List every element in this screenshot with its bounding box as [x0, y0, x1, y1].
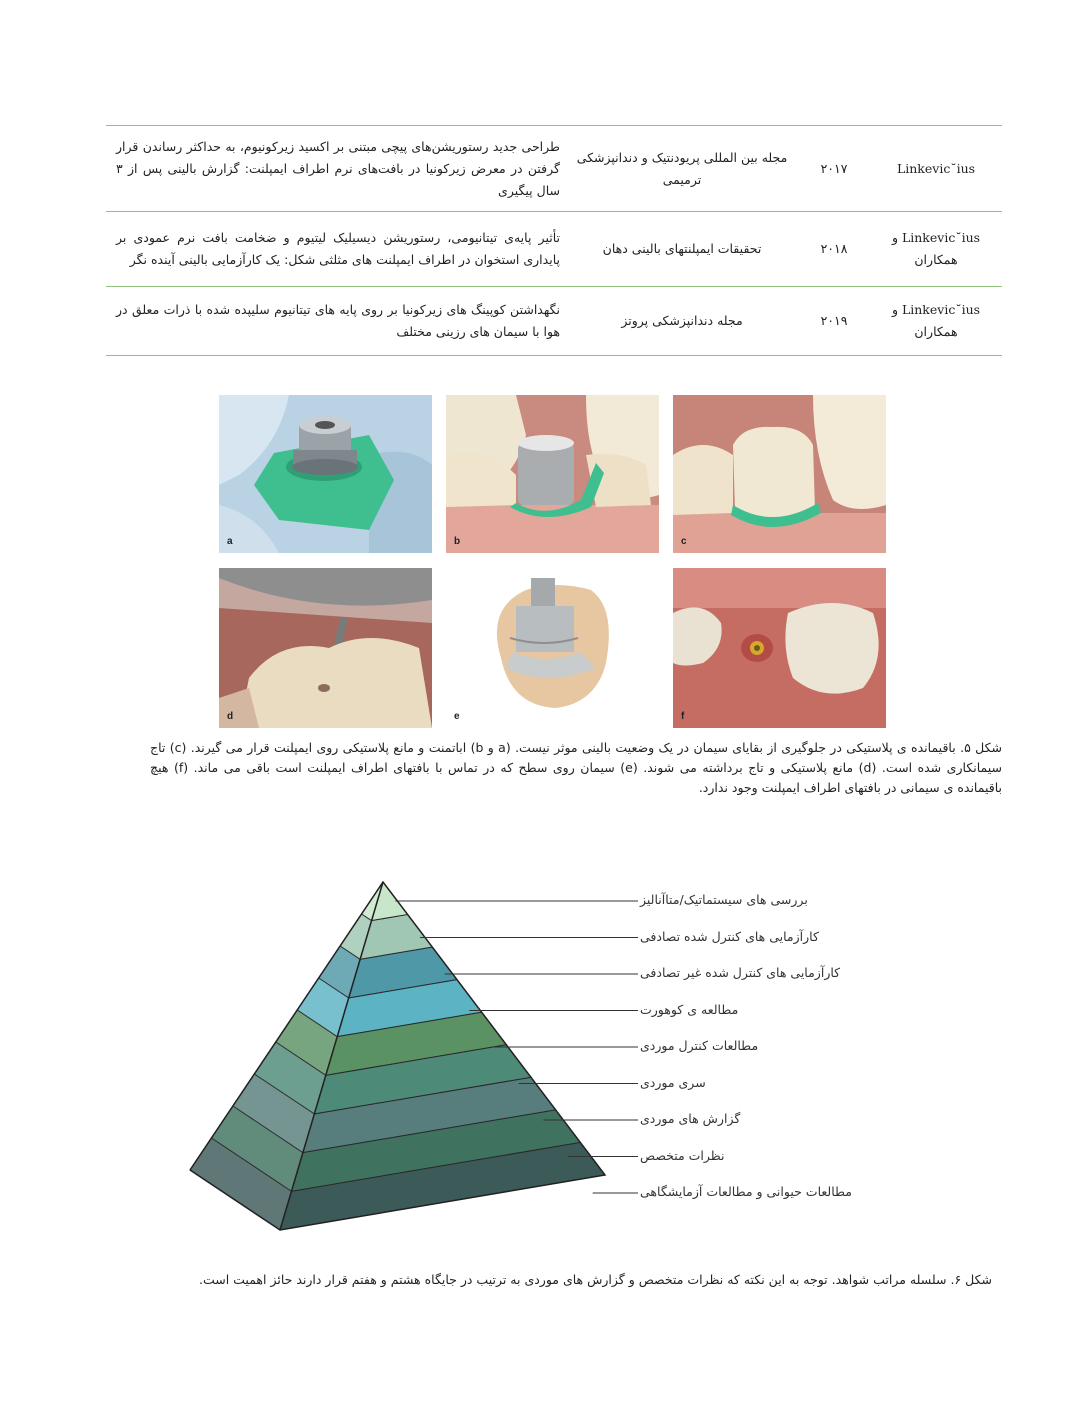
panel-label: d: [227, 711, 234, 722]
year-cell: ۲۰۱۸: [798, 212, 870, 287]
panel-label: f: [681, 711, 685, 722]
evidence-pyramid: [0, 870, 1076, 1250]
pyramid-level-label: سری موردی: [640, 1074, 706, 1090]
references-table: [106, 125, 1002, 356]
photo-panel-a: [219, 395, 432, 553]
author-cell: Linkevic˘ius و همکاران: [870, 287, 1002, 356]
pyramid-level-label: مطالعات کنترل موردی: [640, 1038, 759, 1053]
figure5-caption: شکل ۵. باقیمانده ی پلاستیکی در جلوگیری از بقایای سیمان در یک وضعیت بالینی موثر نیست. (a و b) اباتمنت و مانع پلاستیکی روی ایمپلنت قرار می گیرند. (c) تاج سیمانکاری شده است. (d) مانع پلاستیکی و تاج برداشته می شوند. (e) سیمان روی سطح که در تماس با بافتهای اطراف ایمپلنت است باقی می ماند. (f) هیچ باقیمانده ی سیمانی در بافتهای اطراف ایمپلنت وجود ندارد.: [150, 740, 1002, 795]
author-cell: Linkevic˘ius: [870, 126, 1002, 212]
title-cell: تأثیر پایه‌ی تیتانیومی، رستوریشن دیسیلیک لیتیوم و ضخامت بافت نرم عمودی بر پایداری استخوان در اطراف ایمپلنت های مثلثی شکل: یک کارآزمایی بالینی آینده نگر: [106, 212, 566, 287]
photo-panel-c: [673, 395, 886, 553]
title-cell: طراحی جدید رستوریشن‌های پیچی مبتنی بر اکسید زیرکونیوم، به حداکثر رساندن قرار گرفتن در معرض زیرکونیا در بافت‌های نرم اطراف ایمپلنت: گزارش بالینی پس از ۳ سال پیگیری: [106, 126, 566, 212]
table-row: [106, 126, 1002, 212]
pyramid-level-label: نظرات متخصص: [640, 1147, 725, 1163]
pyramid-level-label: بررسی های سیستماتیک/متاآنالیز: [640, 892, 808, 907]
pyramid-level-label: مطالعه ی کوهورت: [640, 1001, 739, 1017]
pyramid-level-label: کارآزمایی های کنترل شده غیر تصادفی: [640, 965, 841, 980]
panel-label: e: [454, 711, 460, 722]
photo-panel-f: [673, 568, 886, 728]
title-cell: نگهداشتن کوپینگ های زیرکونیا بر روی پایه های تیتانیوم سلیپده شده با ذرات معلق در هوا با سیمان های رزینی مختلف: [106, 287, 566, 356]
panel-label: c: [681, 536, 687, 547]
pyramid-level-label: گزارش های موردی: [640, 1111, 741, 1126]
journal-cell: تحقیقات ایمپلنتهای بالینی دهان: [566, 212, 798, 287]
pyramid-level-label: مطالعات حیوانی و مطالعات آزمایشگاهی: [640, 1184, 852, 1199]
photo-panel-d: [219, 568, 432, 728]
journal-cell: مجله دندانپزشکی پروتز: [566, 287, 798, 356]
year-cell: ۲۰۱۷: [798, 126, 870, 212]
journal-cell: مجله بین المللی پریودنتیک و دندانپزشکی ترمیمی: [566, 126, 798, 212]
year-cell: ۲۰۱۹: [798, 287, 870, 356]
figure6-caption: شکل ۶. سلسله مراتب شواهد. توجه به این نکته که نظرات متخصص و گزارش های موردی به ترتیب در جایگاه هشتم و هفتم قرار دارند حائز اهمیت است.: [198, 1272, 992, 1287]
panel-label: a: [227, 536, 233, 547]
table-row: [106, 287, 1002, 356]
table-row: [106, 212, 1002, 287]
pyramid-level-label: کارآزمایی های کنترل شده تصادفی: [640, 928, 819, 944]
photo-panel-e: [446, 568, 659, 728]
panel-label: b: [454, 536, 461, 547]
author-cell: Linkevic˘ius و همکاران: [870, 212, 1002, 287]
photo-panel-b: [446, 395, 659, 553]
